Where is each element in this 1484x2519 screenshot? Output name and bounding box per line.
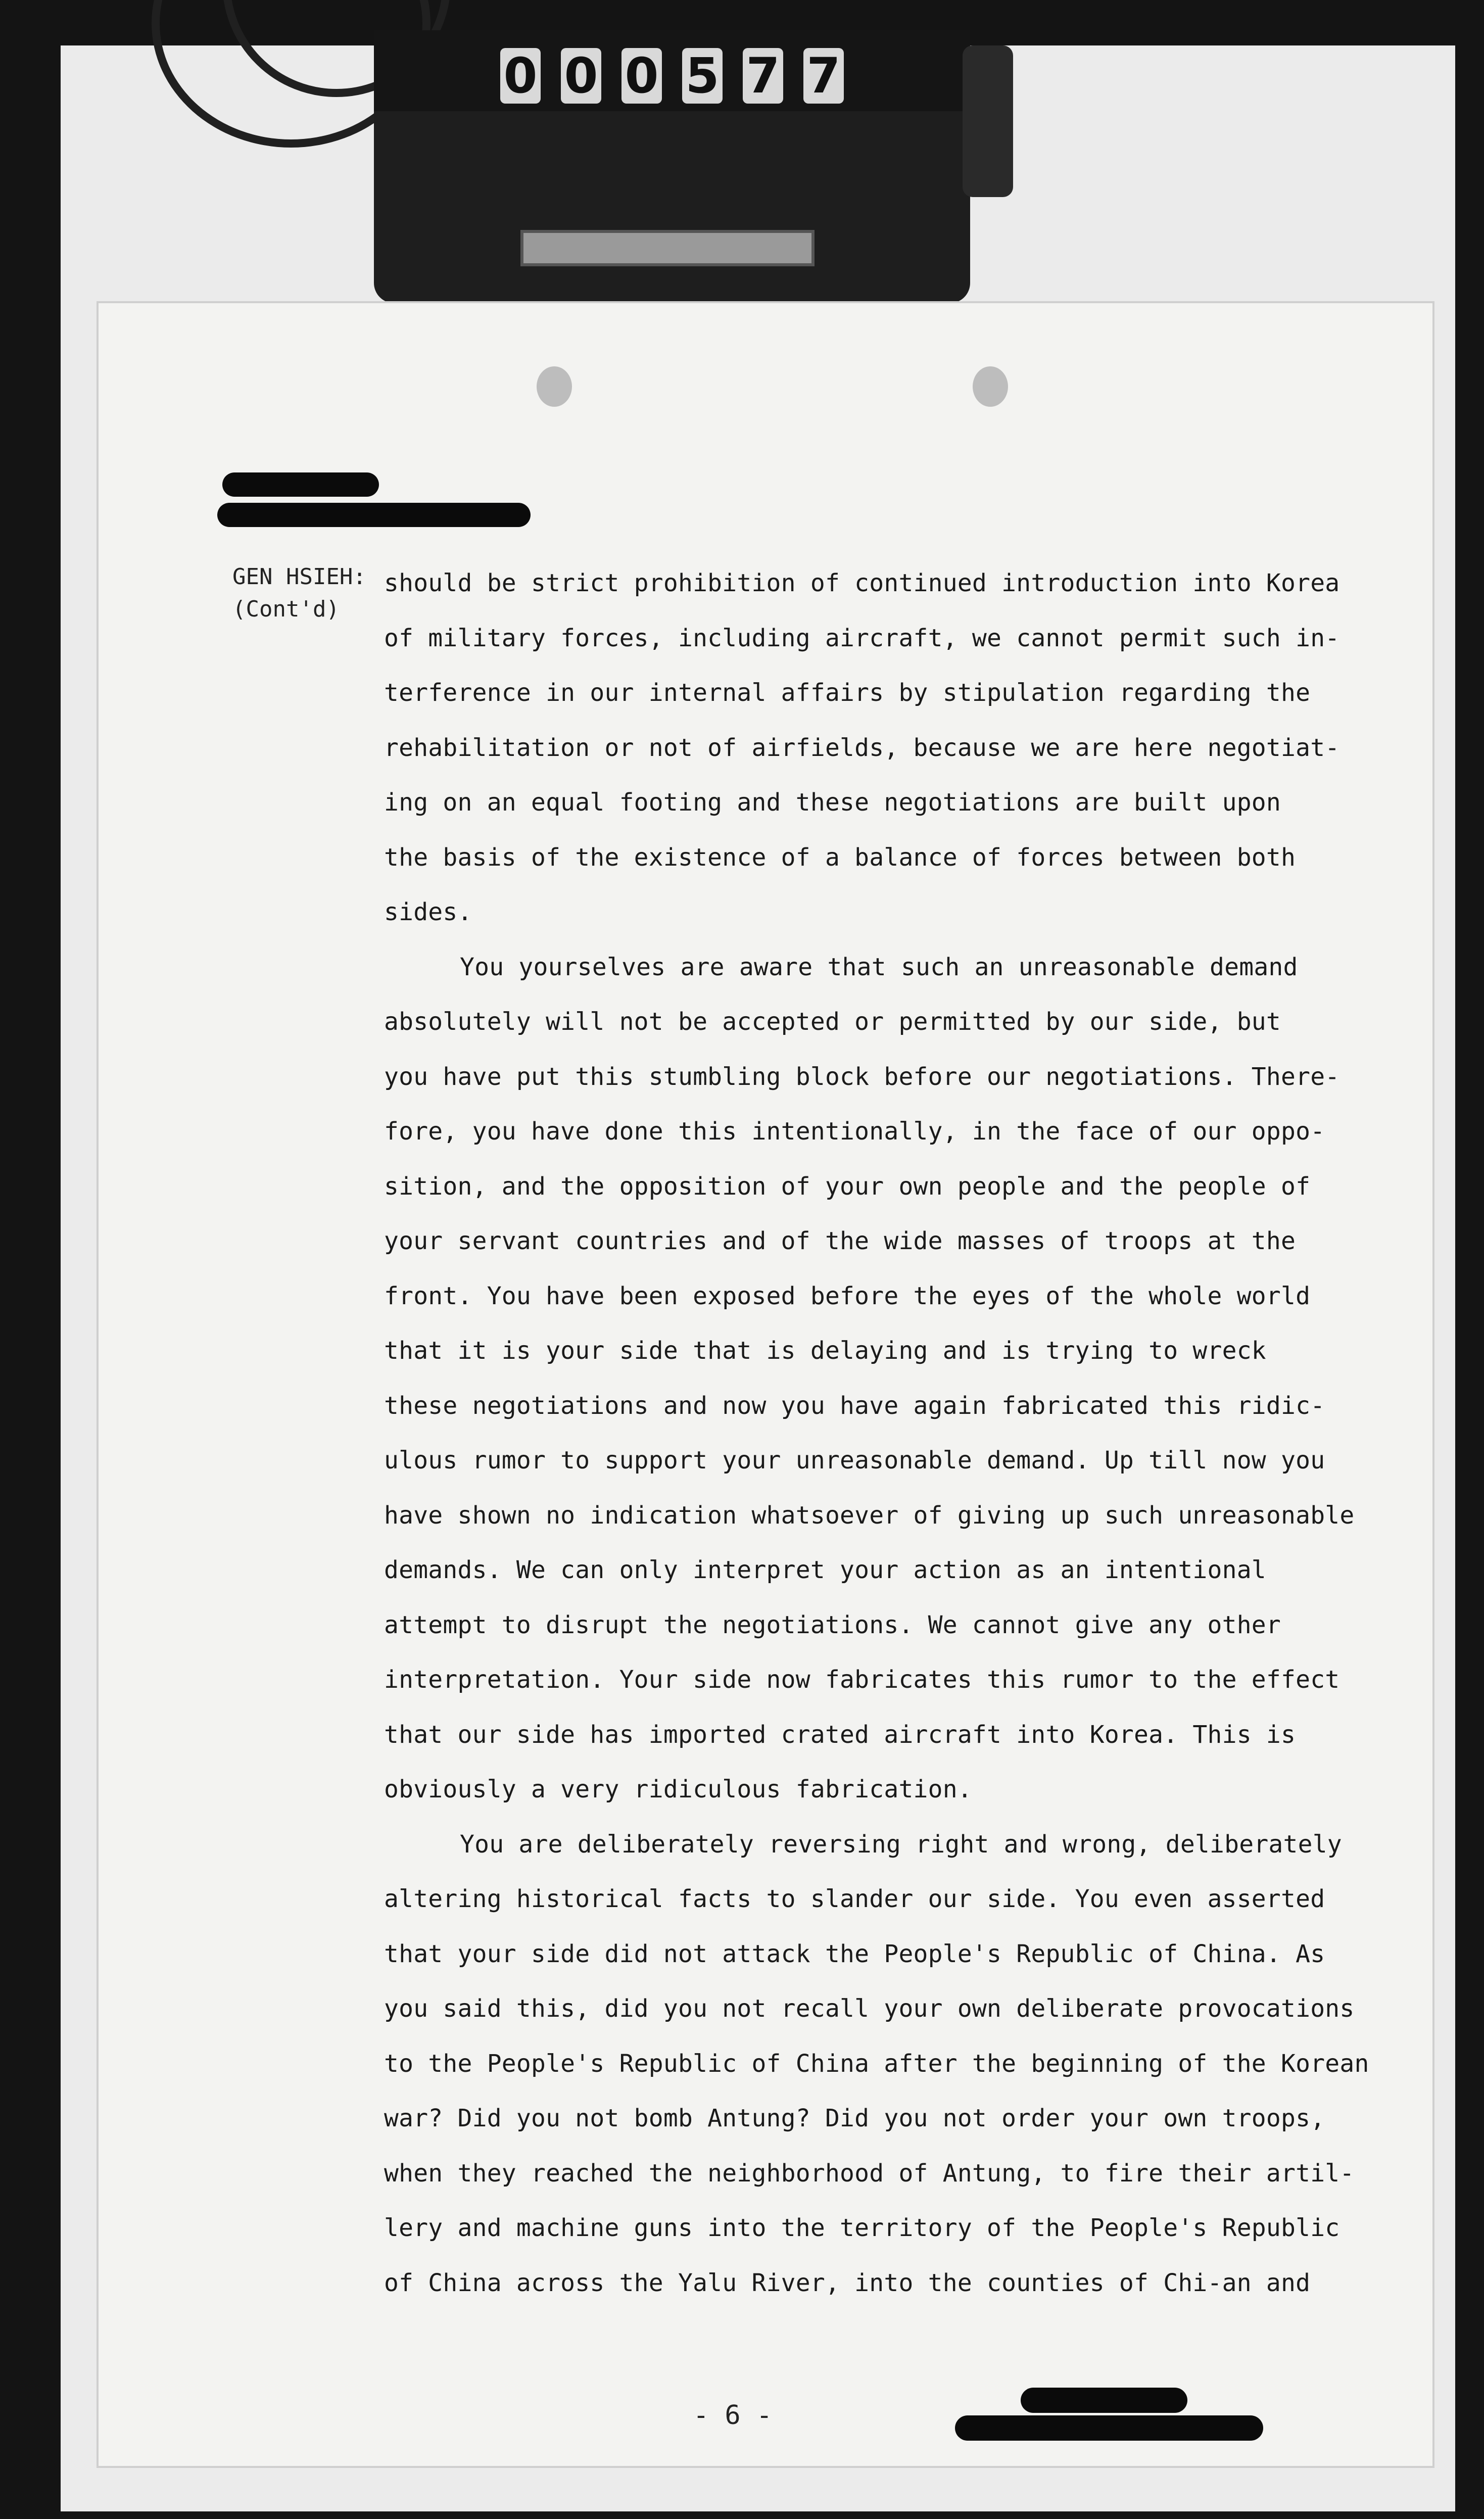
text-line: these negotiations and now you have again fabricated this ridic- (384, 1391, 1325, 1420)
text-line: you said this, did you not recall your own deliberate provocations (384, 1994, 1355, 2023)
text-line: altering historical facts to slander our side. You even asserted (384, 1885, 1325, 1913)
text-line: demands. We can only interpret your action as an intentional (384, 1556, 1266, 1584)
text-line: of military forces, including aircraft, we cannot permit such in- (384, 624, 1340, 652)
text-line: of China across the Yalu River, into the counties of Chi-an and (384, 2268, 1311, 2297)
text-line: have shown no indication whatsoever of giving up such unreasonable (384, 1501, 1355, 1530)
paragraph-3 (384, 1817, 1369, 2311)
text-line: the basis of the existence of a balance of forces between both (384, 843, 1296, 872)
redaction-bar-top-short (222, 472, 379, 497)
text-line: should be strict prohibition of continued introduction into Korea (384, 569, 1340, 597)
text-line: You are deliberately reversing right and wrong, deliberately (460, 1830, 1342, 1859)
frame-counter-digits (500, 48, 844, 104)
text-line: sition, and the opposition of your own people and the people of (384, 1172, 1311, 1201)
paragraph-2 (384, 940, 1355, 1817)
text-line: fore, you have done this intentionally, in the face of our oppo- (384, 1117, 1325, 1146)
redaction-bar-bottom-short (1021, 2388, 1187, 2413)
text-line: sides. (384, 898, 472, 926)
counter-digit: 0 (561, 48, 601, 104)
counter-digit: 5 (682, 48, 723, 104)
speaker-continued-note: (Cont'd) (232, 596, 340, 622)
text-line: to the People's Republic of China after the beginning of the Korean (384, 2049, 1369, 2078)
redaction-bar-bottom-long (955, 2415, 1263, 2441)
text-line: war? Did you not bomb Antung? Did you not order your own troops, (384, 2104, 1325, 2132)
text-line: obviously a very ridiculous fabrication. (384, 1775, 972, 1803)
text-line: your servant countries and of the wide masses of troops at the (384, 1227, 1296, 1255)
redaction-bar-top-long (217, 503, 531, 527)
text-line: terference in our internal affairs by stipulation regarding the (384, 679, 1311, 707)
text-line: You yourselves are aware that such an unreasonable demand (460, 953, 1298, 981)
counter-digit: 7 (743, 48, 783, 104)
text-line: that it is your side that is delaying and is trying to wreck (384, 1337, 1266, 1365)
text-line: when they reached the neighborhood of Antung, to fire their artil- (384, 2159, 1355, 2188)
page-number: - 6 - (693, 2400, 773, 2431)
counter-digit: 0 (621, 48, 662, 104)
paragraph-1 (384, 556, 1340, 940)
punch-hole-right (973, 366, 1008, 407)
text-line: rehabilitation or not of airfields, because we are here negotiat- (384, 733, 1340, 762)
document-body (384, 556, 1369, 2310)
text-line: you have put this stumbling block before our negotiations. There- (384, 1062, 1340, 1091)
counter-knob (963, 45, 1013, 197)
text-line: ing on an equal footing and these negotiations are built upon (384, 788, 1281, 817)
text-line: attempt to disrupt the negotiations. We cannot give any other (384, 1610, 1281, 1639)
text-line: interpretation. Your side now fabricates this rumor to the effect (384, 1666, 1340, 1694)
counter-plate (520, 230, 815, 266)
text-line: front. You have been exposed before the eyes of the whole world (384, 1281, 1311, 1310)
speaker-name: GEN HSIEH: (232, 564, 366, 590)
counter-digit: 0 (500, 48, 541, 104)
text-line: that your side did not attack the People's Republic of China. As (384, 1939, 1325, 1968)
speaker-label (232, 561, 394, 626)
text-line: lery and machine guns into the territory of the People's Republic (384, 2214, 1340, 2242)
text-line: absolutely will not be accepted or permitted by our side, but (384, 1008, 1281, 1036)
text-line: that our side has imported crated aircraft into Korea. This is (384, 1720, 1296, 1749)
counter-digit: 7 (803, 48, 844, 104)
text-line: ulous rumor to support your unreasonable demand. Up till now you (384, 1446, 1325, 1475)
punch-hole-left (537, 366, 572, 407)
